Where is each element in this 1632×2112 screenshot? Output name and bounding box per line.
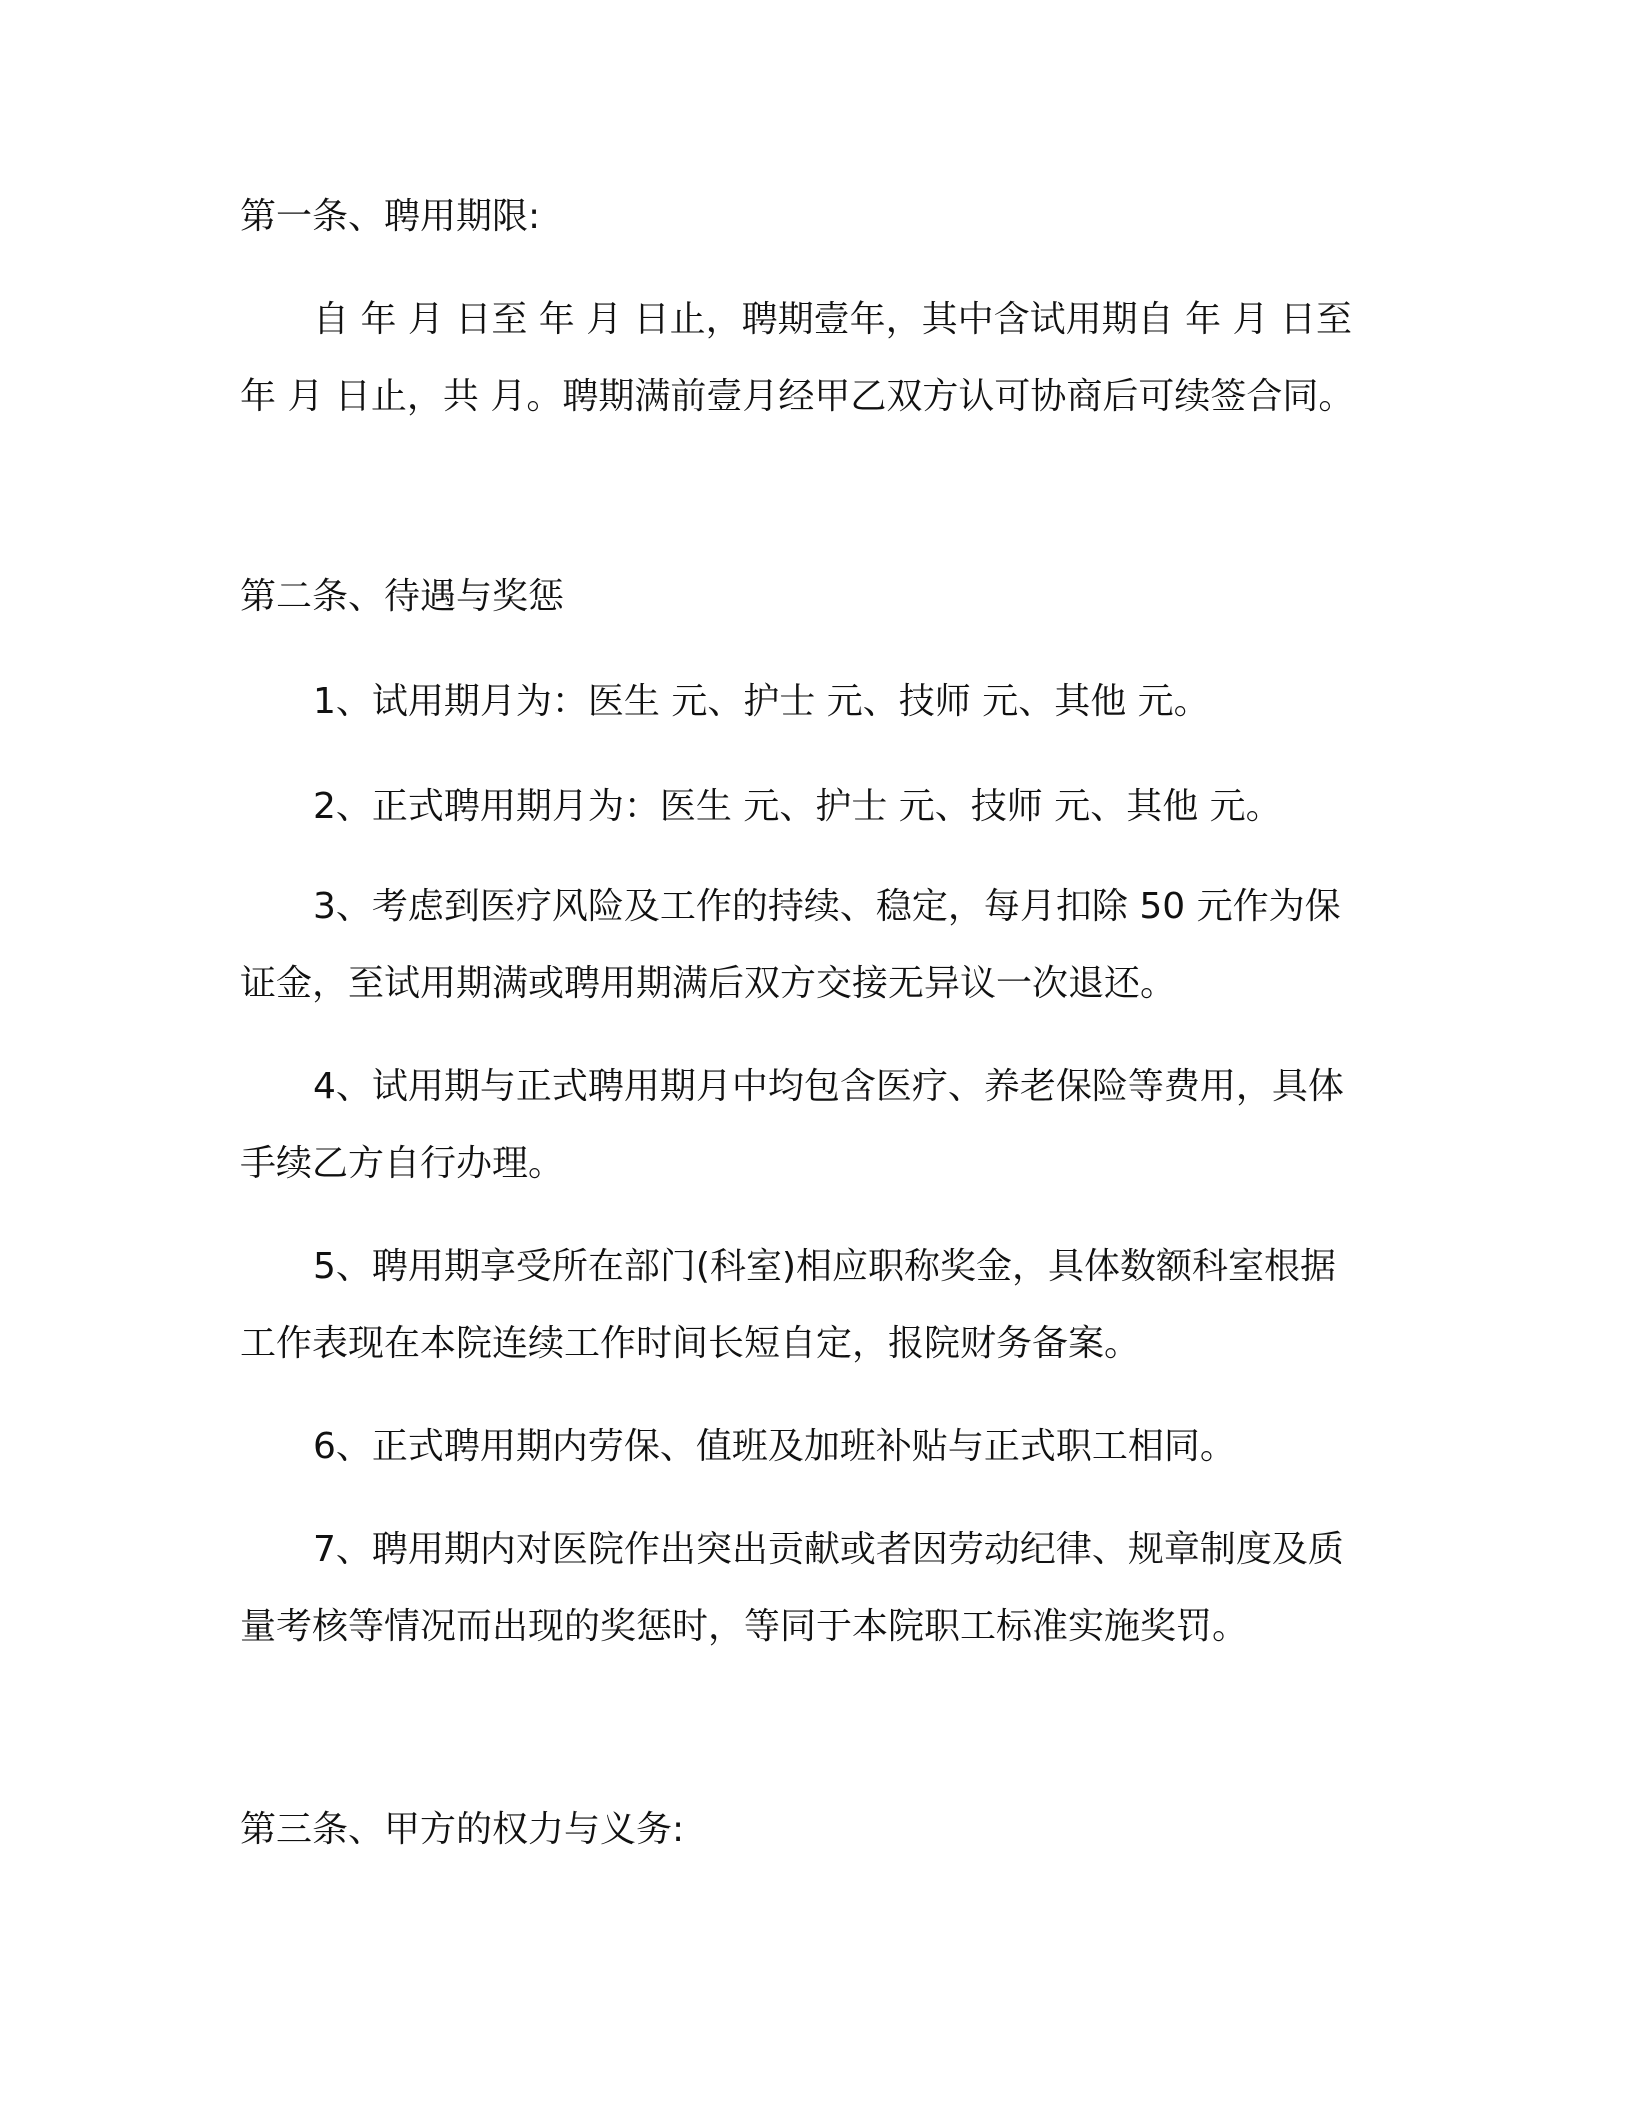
article2-item5-line2: 工作表现在本院连续工作时间长短自定，报院财务备案。: [240, 1323, 1141, 1364]
article2-item7-line1: 7、聘用期内对医院作出突出贡献或者因劳动纪律、规章制度及质: [313, 1529, 1344, 1570]
article2-item4-line2: 手续乙方自行办理。: [240, 1143, 565, 1184]
article2-item3-line1: 3、考虑到医疗风险及工作的持续、稳定，每月扣除 50 元作为保: [313, 886, 1341, 927]
article1-paragraph-line1: 自 年 月 日至 年 月 日止，聘期壹年，其中含试用期自 年 月 日至: [313, 299, 1352, 340]
article2-item1: 1、试用期月为：医生 元、护士 元、技师 元、其他 元。: [313, 681, 1210, 722]
article2-item4-line1: 4、试用期与正式聘用期月中均包含医疗、养老保险等费用，具体: [313, 1066, 1344, 1107]
article2-heading: 第二条、待遇与奖惩: [240, 576, 565, 617]
article2-item7-line2: 量考核等情况而出现的奖惩时，等同于本院职工标准实施奖罚。: [240, 1606, 1249, 1647]
article2-item3-line2: 证金，至试用期满或聘用期满后双方交接无异议一次退还。: [240, 963, 1177, 1004]
article3-heading: 第三条、甲方的权力与义务:: [240, 1809, 685, 1850]
article2-item2: 2、正式聘用期月为：医生 元、护士 元、技师 元、其他 元。: [313, 786, 1282, 827]
article1-paragraph-line2: 年 月 日止，共 月。聘期满前壹月经甲乙双方认可协商后可续签合同。: [240, 376, 1355, 417]
article2-item6: 6、正式聘用期内劳保、值班及加班补贴与正式职工相同。: [313, 1426, 1236, 1467]
article1-heading: 第一条、聘用期限:: [240, 196, 541, 237]
article2-item5-line1: 5、聘用期享受所在部门(科室)相应职称奖金，具体数额科室根据: [313, 1246, 1336, 1287]
